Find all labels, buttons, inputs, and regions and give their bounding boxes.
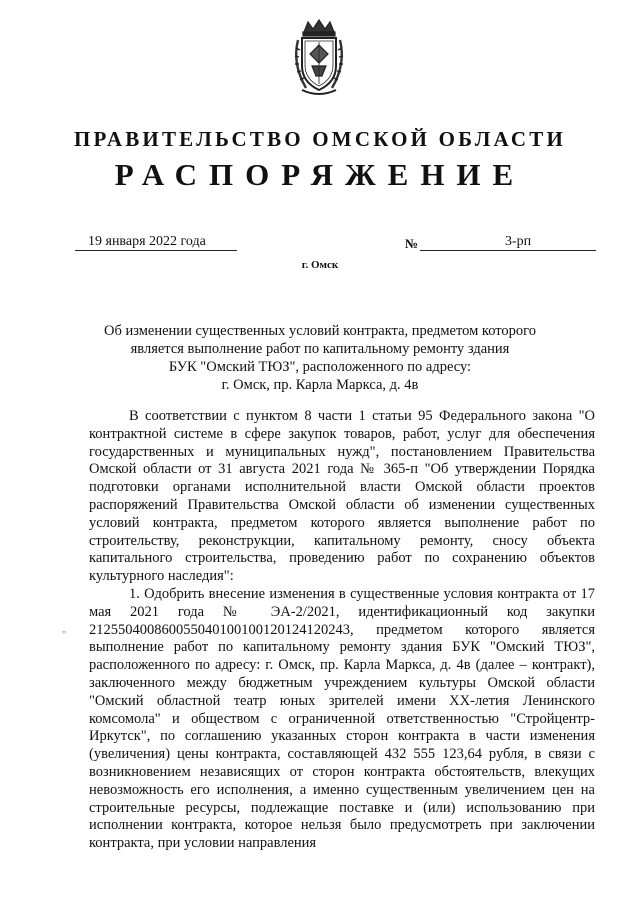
government-title: ПРАВИТЕЛЬСТВО ОМСКОЙ ОБЛАСТИ xyxy=(73,127,566,151)
document-subject xyxy=(100,322,540,394)
number-sign: № xyxy=(405,236,419,251)
document-type-title: РАСПОРЯЖЕНИЕ xyxy=(114,157,526,192)
subject-line: БУК "Омский ТЮЗ", расположенного по адресу: xyxy=(168,359,472,375)
coat-of-arms-icon xyxy=(288,18,350,98)
issue-city: г. Омск xyxy=(301,259,339,271)
subject-line: Об изменении существенных условий контракта, предметом которого xyxy=(103,323,537,339)
subject-line: является выполнение работ по капитальному ремонту здания xyxy=(130,341,510,357)
body-paragraph-preamble: В соответствии с пунктом 8 части 1 статьи 95 Федерального закона "О контрактной системе в сфере закупок товаров, работ, услуг для обеспечения государственных и муниципальных нужд", постановлением Правительства Омской области от 31 августа 2021 года № 365-п "Об утверждении Порядка подготовки органами исполнительной власти Омской области проектов распоряжений Правительства Омской области об изменении существенных условий контракта, предметом которого является выполнение работ по строительству, реконструкции, капитальному ремонту, сносу объекта капитального строительства, проведению работ по сохранению объектов культурного наследия": xyxy=(89,408,595,585)
body-paragraph-item-1: 1. Одобрить внесение изменения в существенные условия контракта от 17 мая 2021 года № ЭА-2/2021, идентификационный код закупки 212550400860055040100100120124120243, предметом которого является выполнение работ по капитальному ремонту здания БУК "Омский ТЮЗ", расположенного по адресу: г. Омск, пр. Карла Маркса, д. 4в (далее – контракт), заключенного между бюджетным учреждением культуры Омской области "Омский областной театр юных зрителей имени XX-летия Ленинского комсомола" и обществом с ограниченной ответственностью "Стройцентр-Иркутск", по соглашению указанных сторон контракта в части изменения (увеличения) цены контракта, составляющей 432 555 123,64 рубля, в связи с возникновением независящих от сторон контракта обстоятельств, влекущих невозможность его исполнения, а именно существенным увеличением цен на строительные ресурсы, подлежащие поставке и (или) использованию при исполнении контракта, которое нельзя было предусмотреть при заключении контракта, при условии направления xyxy=(89,585,595,852)
date-underline xyxy=(75,250,237,251)
number-underline xyxy=(420,250,596,251)
margin-mark: " xyxy=(62,630,67,641)
document-number: 3-рп xyxy=(505,234,532,249)
document-date: 19 января 2022 года xyxy=(88,234,206,249)
document-body xyxy=(89,408,595,853)
subject-line: г. Омск, пр. Карла Маркса, д. 4в xyxy=(221,377,419,393)
